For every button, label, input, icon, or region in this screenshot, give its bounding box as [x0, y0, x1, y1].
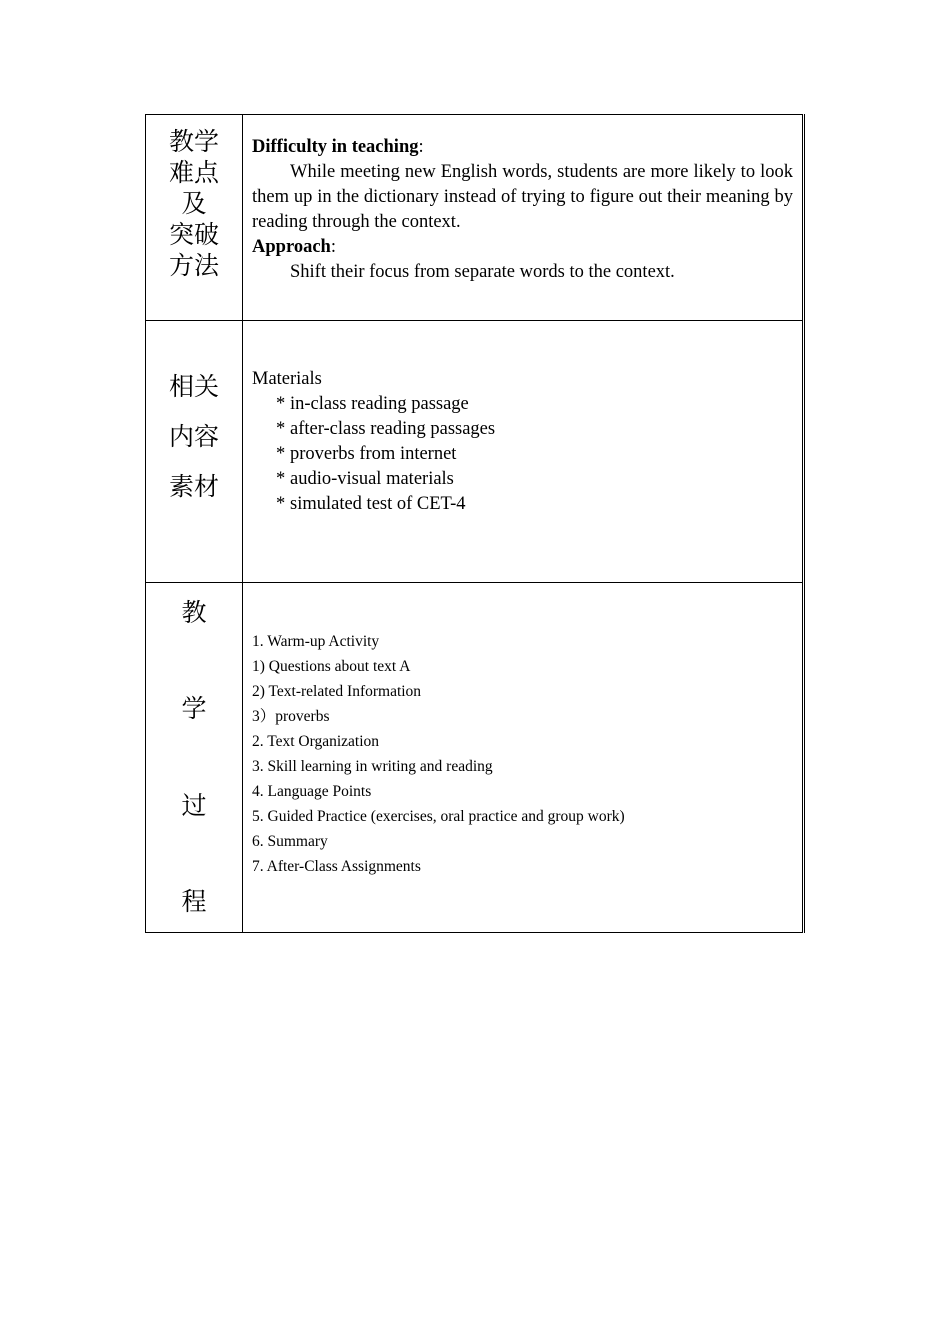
list-item: 4. Language Points	[252, 782, 372, 800]
label-line: 教	[181, 597, 207, 627]
list-item: 7. After-Class Assignments	[252, 857, 421, 875]
difficulty-row	[146, 115, 804, 321]
label-line: 教学	[168, 127, 219, 156]
difficulty-content-cell	[243, 115, 804, 321]
list-item: 2) Text-related Information	[252, 682, 422, 700]
label-line: 难点	[168, 158, 219, 187]
material-text: after-class reading passages	[290, 418, 496, 439]
colon: :	[418, 136, 424, 157]
approach-heading-line	[252, 235, 793, 260]
material-text: audio-visual materials	[290, 468, 454, 489]
process-content-cell	[243, 583, 804, 933]
label-line: 方法	[168, 251, 219, 280]
material-text: in-class reading passage	[290, 393, 469, 414]
colon: :	[330, 236, 336, 257]
label-line: 及	[181, 189, 207, 218]
process-row	[146, 583, 804, 933]
list-item: 6. Summary	[252, 832, 328, 850]
list-item: 1. Warm-up Activity	[252, 632, 380, 650]
list-item	[252, 417, 793, 442]
difficulty-heading-line	[252, 135, 793, 160]
materials-label	[146, 362, 242, 512]
list-item	[252, 442, 793, 467]
list-item: 1) Questions about text A	[252, 657, 411, 675]
process-steps	[252, 629, 793, 879]
list-item: 5. Guided Practice (exercises, oral practice and group work)	[252, 807, 625, 825]
label-line: 过	[181, 790, 207, 820]
list-item	[252, 392, 793, 417]
difficulty-label-cell	[146, 115, 243, 321]
materials-content-cell	[243, 321, 804, 583]
list-item: 3）proverbs	[252, 707, 330, 725]
label-line: 素材	[168, 471, 219, 501]
approach-text: Shift their focus from separate words to the context.	[290, 261, 675, 282]
bullet-star: *	[276, 418, 286, 439]
approach-heading: Approach	[252, 236, 331, 257]
list-item	[252, 467, 793, 492]
difficulty-text: While meeting new English words, students are more likely to look them up in the dictionary instead of trying to figure out their meaning by reading through the context.	[252, 161, 793, 232]
materials-title: Materials	[252, 368, 322, 389]
material-text: proverbs from internet	[290, 443, 457, 464]
label-line: 程	[181, 887, 207, 917]
material-text: simulated test of CET-4	[290, 493, 466, 514]
label-line: 学	[181, 694, 207, 724]
label-line: 内容	[168, 421, 219, 451]
difficulty-label	[146, 126, 242, 281]
materials-label-cell	[146, 321, 243, 583]
difficulty-heading: Difficulty in teaching	[252, 136, 419, 157]
bullet-star: *	[276, 443, 286, 464]
bullet-star: *	[276, 493, 286, 514]
bullet-star: *	[276, 468, 286, 489]
bullet-star: *	[276, 393, 286, 414]
list-item: 3. Skill learning in writing and reading	[252, 757, 493, 775]
label-line: 相关	[168, 371, 219, 401]
list-item: 2. Text Organization	[252, 732, 380, 750]
materials-row	[146, 321, 804, 583]
lesson-plan-table	[145, 114, 805, 933]
process-label	[146, 597, 242, 919]
label-line: 突破	[168, 220, 219, 249]
process-label-cell	[146, 583, 243, 933]
list-item	[252, 492, 793, 517]
materials-list	[252, 367, 793, 517]
